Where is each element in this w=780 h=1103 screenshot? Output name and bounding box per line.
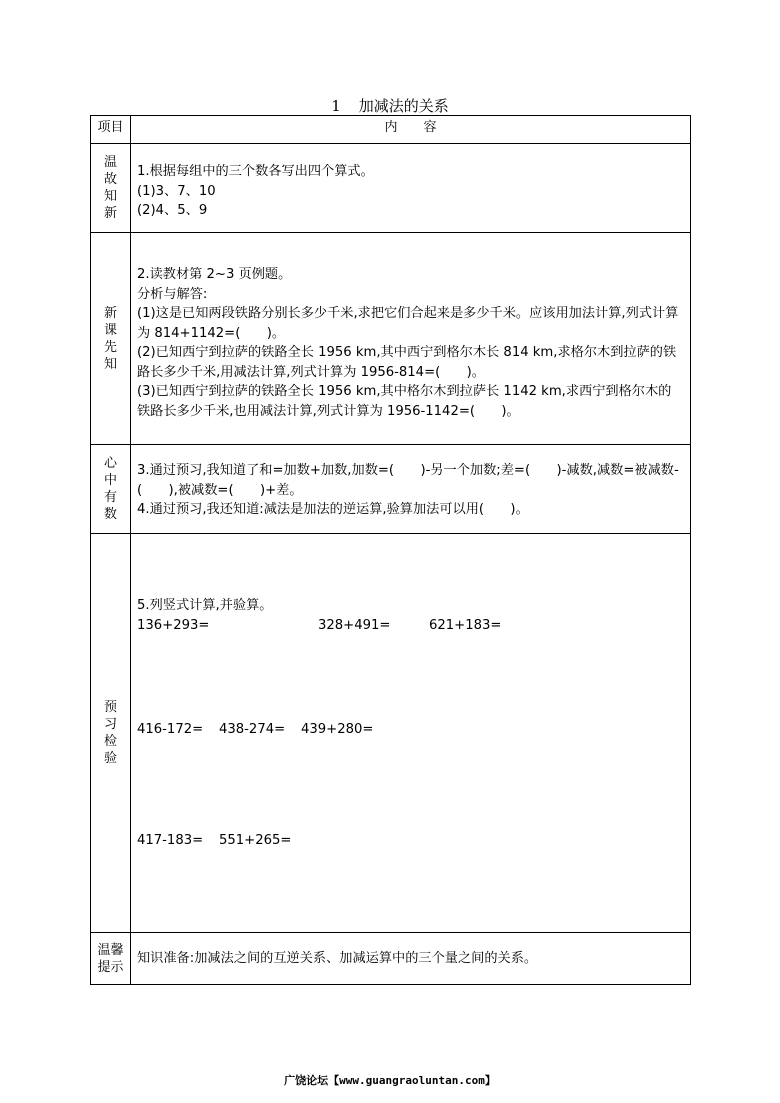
new-line: 分析与解答: [137, 286, 208, 302]
footer-source: 广饶论坛【www.guangraoluntan.com】 [284, 1074, 496, 1087]
section-review-label: 温故知新 [91, 144, 131, 233]
new-line: 2.读教材第 2~3 页例题。 [137, 267, 292, 282]
header-content: 内 容 [131, 116, 691, 144]
calc-item: 551+265= [219, 832, 292, 848]
calc-item: 621+183= [429, 617, 502, 633]
section-heart-content [131, 445, 691, 534]
review-line: (1)3、7、10 [137, 183, 216, 199]
worksheet-table [90, 115, 691, 985]
section-check [91, 534, 691, 933]
review-line: (2)4、5、9 [137, 203, 208, 218]
title-text: 加减法的关系 [358, 97, 449, 115]
calc-item: 328+491= [318, 617, 391, 633]
section-review [91, 144, 691, 233]
title-number: 1 [331, 97, 341, 115]
check-heading: 5.列竖式计算,并验算。 [137, 598, 273, 613]
section-heart [91, 445, 691, 534]
calc-row-3 [137, 831, 684, 851]
new-line: (1)这是已知两段铁路分别长多少千米,求把它们合起来是多少千米。应该用加法计算,列式计算为 814+1142=( )。 [137, 306, 679, 341]
new-line: (3)已知西宁到拉萨的铁路全长 1956 km,其中格尔木到拉萨长 1142 km,求西宁到格尔木的铁路长多少千米,也用减法计算,列式计算为 1956-1142=( )。 [137, 384, 672, 419]
table-header-row [91, 116, 691, 144]
calc-row-1 [137, 616, 684, 636]
review-line: 1.根据每组中的三个数各写出四个算式。 [137, 164, 374, 179]
header-item: 项目 [91, 116, 131, 144]
section-tip-label: 温馨提示 [91, 933, 131, 985]
section-heart-label: 心中有数 [91, 445, 131, 534]
section-tip [91, 933, 691, 985]
page-title [0, 95, 780, 116]
calc-item: 416-172= [137, 722, 204, 737]
section-check-label: 预习检验 [91, 534, 131, 933]
section-new-label: 新课先知 [91, 233, 131, 445]
section-check-content [131, 534, 691, 933]
section-review-content [131, 144, 691, 233]
heart-line: 4.通过预习,我还知道:减法是加法的逆运算,验算加法可以用( )。 [137, 502, 529, 517]
calc-row-2 [137, 720, 684, 740]
calc-item: 136+293= [137, 617, 210, 633]
calc-item: 438-274= [219, 722, 286, 737]
section-new-content [131, 233, 691, 445]
heart-line: 3.通过预习,我知道了和=加数+加数,加数=( )-另一个加数;差=( )-减数,减数=被减数-( ),被减数=( )+差。 [137, 463, 679, 498]
calc-item: 417-183= [137, 832, 204, 848]
new-line: (2)已知西宁到拉萨的铁路全长 1956 km,其中西宁到格尔木长 814 km,求格尔木到拉萨的铁路长多少千米,用减法计算,列式计算为 1956-814=( )。 [137, 345, 677, 380]
section-new [91, 233, 691, 445]
calc-item: 439+280= [301, 722, 374, 737]
section-tip-content: 知识准备:加减法之间的互逆关系、加减运算中的三个量之间的关系。 [131, 933, 691, 985]
